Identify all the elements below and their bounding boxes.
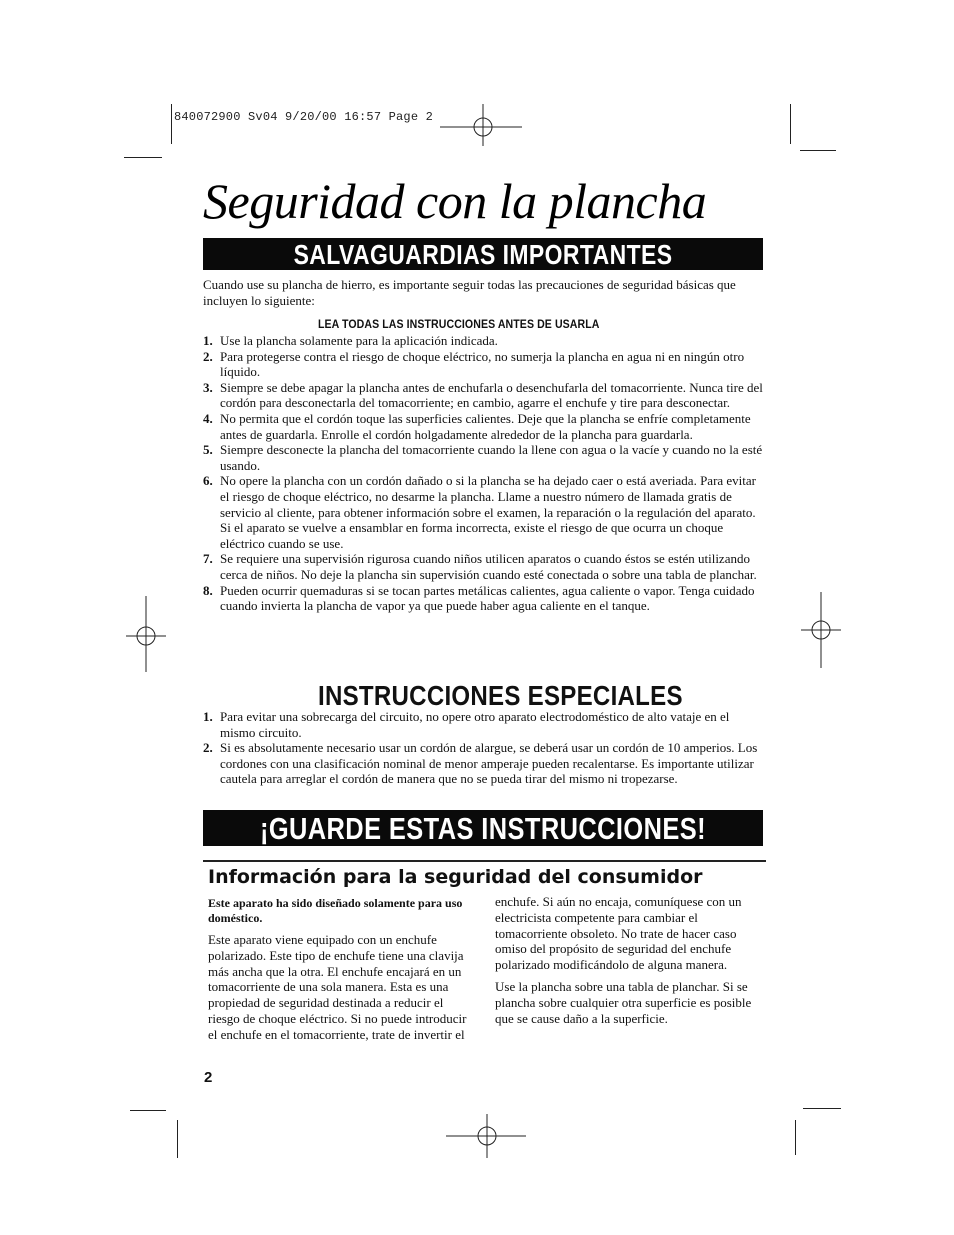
special-instructions-heading: INSTRUCCIONES ESPECIALES <box>318 680 683 711</box>
list-item: 2. Si es absolutamente necesario usar un cordón de alargue, se deberá usar un cordón de 10 amperios. Los cordones con una clasificación nominal de menor amperaje pueden recalentarse. Es importante utilizar cautela para arreglar el cordón de manera que no se pueda tirar del mismo ni tropezarse. <box>203 740 758 787</box>
crop-mark <box>803 1108 841 1109</box>
domestic-use-note: Este aparato ha sido diseñado solamente para uso doméstico. <box>208 896 463 925</box>
list-item: 7. Se requiere una supervisión rigurosa cuando niños utilicen aparatos o cuando éstos se estén utilizando cerca de niños. No deje la plancha sin supervisión cuando esté conectada o sobre una tabla de planchar. <box>203 551 757 582</box>
crop-mark <box>124 157 162 158</box>
list-item: 1. Use la plancha solamente para la aplicación indicada. <box>203 333 498 348</box>
crop-mark <box>790 104 791 144</box>
consumer-paragraph: Este aparato viene equipado con un enchufe polarizado. Este tipo de enchufe tiene una clavija más ancha que la otra. El enchufe encajará en un tomacorriente de una sola manera. Esta es una propiedad de seguridad destinada a reducir el riesgo de choque eléctrico. Si no puede introducir el enchufe en el tomacorriente, trate de invertir el <box>208 932 467 1042</box>
print-slug: 840072900 Sv04 9/20/00 16:57 Page 2 <box>174 110 434 124</box>
registration-mark-icon <box>446 1114 528 1158</box>
consumer-paragraph: enchufe. Si aún no encaja, comuníquese con un electricista competente para cambiar el tomacorriente obsoleto. No trate de hacer caso omiso del propósito de seguridad del enchufe polarizado modificándolo de alguna manera. <box>495 894 742 973</box>
list-item: 5. Siempre desconecte la plancha del tomacorriente cuando la llene con agua o la vacíe y cuando no la esté usando. <box>203 442 763 473</box>
consumer-column-right <box>495 894 765 1032</box>
crop-mark <box>795 1120 796 1155</box>
page-number: 2 <box>204 1069 213 1086</box>
list-item: 3. Siempre se debe apagar la plancha antes de enchufarla o desenchufarla del tomacorriente. Nunca tire del cordón para desconectarla del tomacorriente; en cambio, agarre el enchufe y tire para desconectar. <box>203 379 763 411</box>
save-instructions-banner: ¡GUARDE ESTAS INSTRUCCIONES! <box>203 810 763 846</box>
consumer-info-heading: Información para la seguridad del consumidor <box>208 866 703 888</box>
list-item: 1. Para evitar una sobrecarga del circuito, no opere otro aparato electrodoméstico de alto vataje en el mismo circuito. <box>203 709 730 740</box>
registration-mark-icon <box>126 596 166 672</box>
list-item: 6. No opere la plancha con un cordón dañado o si la plancha se ha dejado caer o está averiada. Para evitar el riesgo de choque eléctrico, no desarme la plancha. Llame a nuestro número de llamada gratis de servicio al cliente, para obtener información sobre el examen, la reparación o la regulación del aparato. Si el aparato se vuelve a ensamblar en forma incorrecta, existe el riesgo de que ocurra un choque eléctrico cuando se use. <box>203 473 757 551</box>
crop-mark <box>800 150 836 151</box>
list-item: 4. No permita que el cordón toque las superficies calientes. Deje que la plancha se enfríe completamente antes de guardarla. Enrolle el cordón holgadamente alrededor de la plancha para guardarla. <box>203 410 751 442</box>
registration-mark-icon <box>801 592 841 668</box>
consumer-paragraph: Use la plancha sobre una tabla de planchar. Si se plancha sobre cualquier otra superficie es posible que se cause daño a la superficie. <box>495 978 752 1026</box>
safeguards-banner: SALVAGUARDIAS IMPORTANTES <box>203 238 763 270</box>
crop-mark <box>130 1110 166 1111</box>
special-instructions-list <box>203 709 766 787</box>
safeguards-list <box>203 333 766 614</box>
intro-paragraph: Cuando use su plancha de hierro, es importante seguir todas las precauciones de seguridad básicas que incluyen lo siguiente: <box>203 277 736 308</box>
list-item: 2. Para protegerse contra el riesgo de choque eléctrico, no sumerja la plancha en agua ni en ningún otro líquido. <box>203 348 745 380</box>
section-divider <box>203 860 766 862</box>
consumer-column-left <box>208 896 478 1049</box>
list-item: 8. Pueden ocurrir quemaduras si se tocan partes metálicas calientes, agua caliente o vapor. Tenga cuidado cuando invierta la plancha de vapor ya que puede haber agua caliente en el tanque. <box>203 582 755 614</box>
page-title: Seguridad con la plancha <box>203 173 707 229</box>
registration-mark-icon <box>440 104 530 148</box>
crop-mark <box>177 1120 178 1158</box>
read-all-subheading: LEA TODAS LAS INSTRUCCIONES ANTES DE USARLA <box>318 317 600 331</box>
crop-mark <box>171 104 172 144</box>
